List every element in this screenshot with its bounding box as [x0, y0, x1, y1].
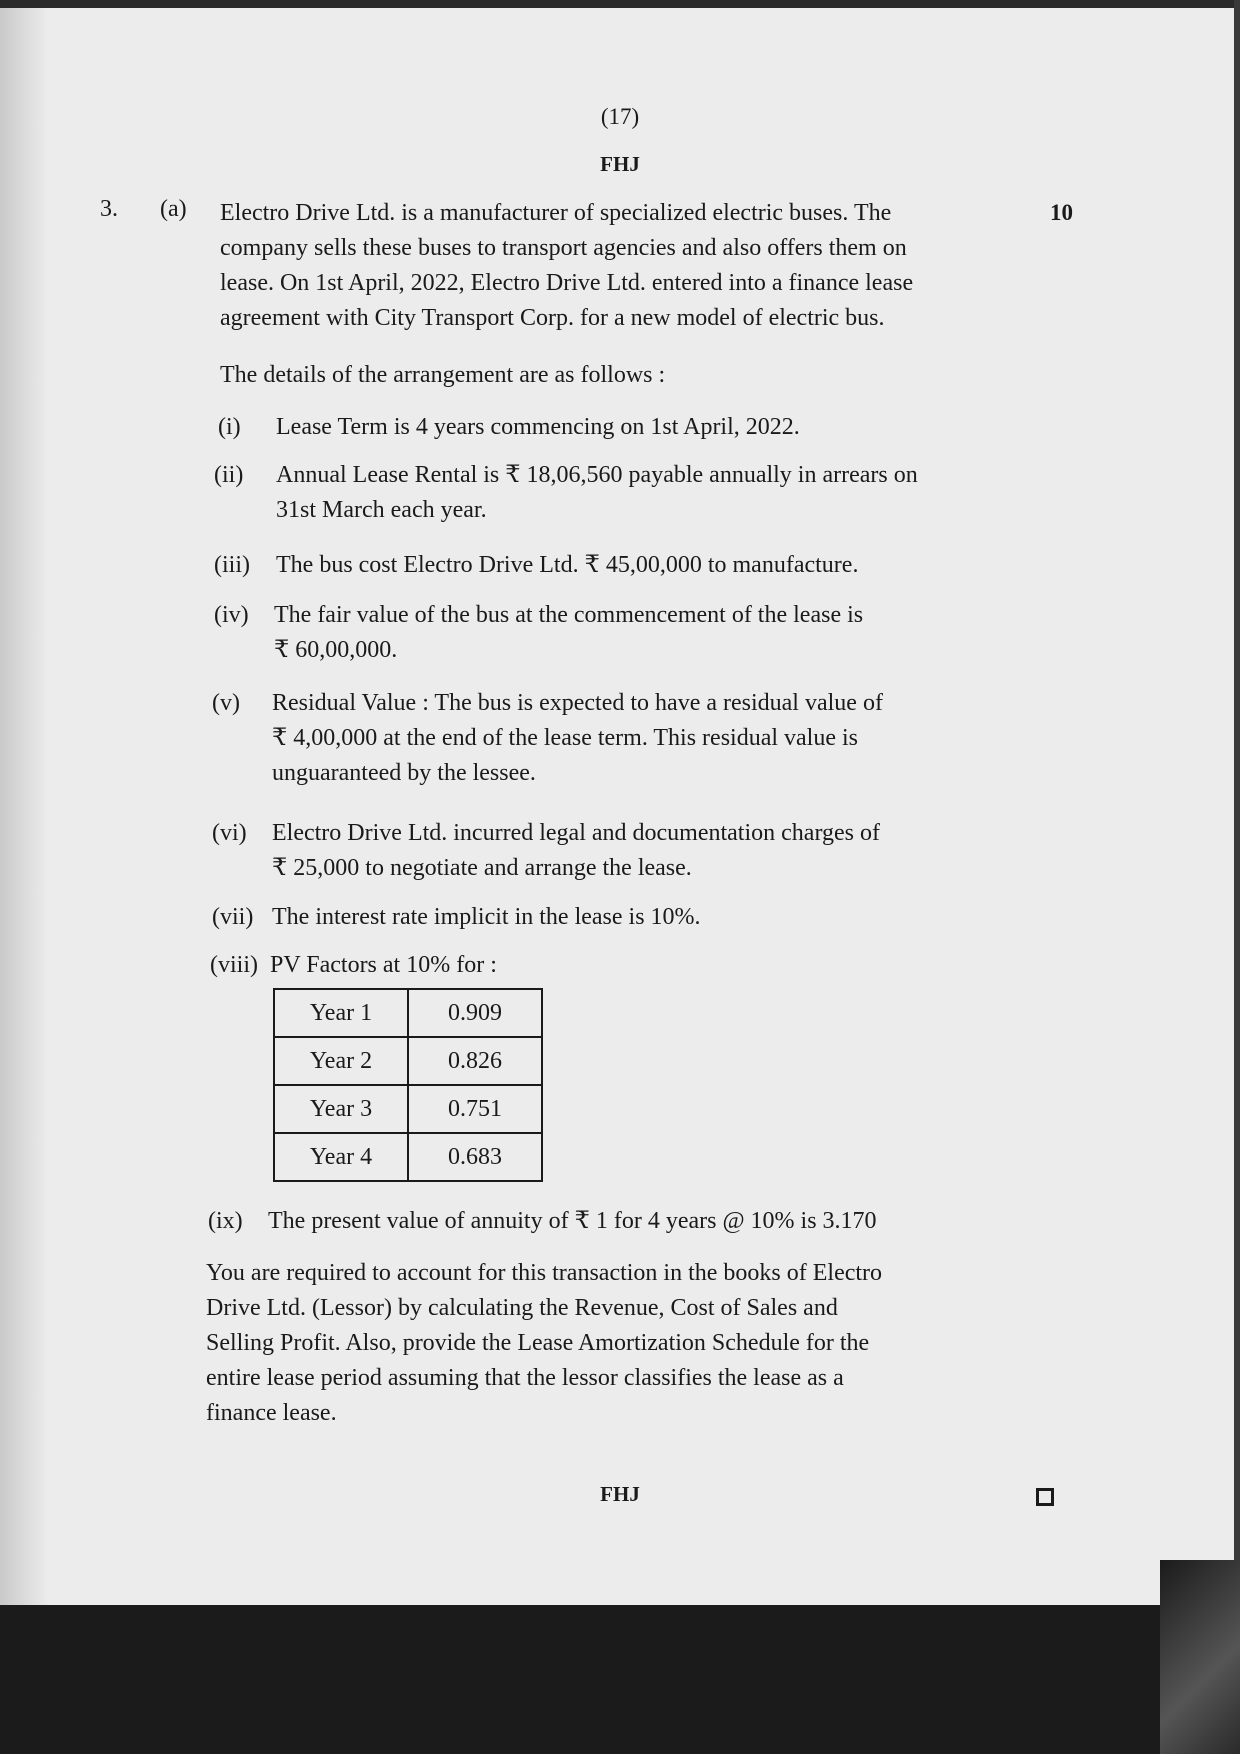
- pv-year-cell: Year 3: [274, 1085, 408, 1133]
- item-label: (iii): [214, 552, 250, 578]
- intro-line: lease. On 1st April, 2022, Electro Drive Ltd. entered into a finance lease: [220, 270, 914, 296]
- pv-year-cell: Year 1: [274, 989, 408, 1037]
- details-heading: The details of the arrangement are as follows :: [220, 362, 666, 388]
- item-label: (ix): [208, 1208, 243, 1234]
- requirement-line: Drive Ltd. (Lessor) by calculating the Revenue, Cost of Sales and: [206, 1295, 838, 1321]
- item-text: [272, 816, 1014, 886]
- requirement-line: entire lease period assuming that the lessor classifies the lease as a: [206, 1365, 844, 1391]
- table-row: [274, 989, 542, 1037]
- pv-year-cell: Year 2: [274, 1037, 408, 1085]
- item-text: [276, 410, 1018, 445]
- question-part: (a): [160, 196, 187, 222]
- intro-line: agreement with City Transport Corp. for a new model of electric bus.: [220, 305, 885, 331]
- item-line: ₹ 4,00,000 at the end of the lease term. This residual value is: [272, 725, 859, 751]
- item-line: 31st March each year.: [276, 497, 487, 523]
- item-text: [276, 548, 1018, 583]
- item-text: [272, 686, 1014, 791]
- page-binding-shadow: [0, 0, 48, 1605]
- item-line: unguaranteed by the lessee.: [272, 760, 536, 786]
- item-line: Annual Lease Rental is ₹ 18,06,560 payable annually in arrears on: [276, 462, 918, 488]
- item-label: (viii): [210, 952, 258, 978]
- item-line: The bus cost Electro Drive Ltd. ₹ 45,00,000 to manufacture.: [276, 552, 859, 578]
- page-top-edge: [0, 0, 1240, 8]
- requirement-line: You are required to account for this transaction in the books of Electro: [206, 1260, 883, 1286]
- pv-factor-table: [273, 988, 543, 1182]
- question-number: 3.: [100, 196, 118, 222]
- table-row: [274, 1133, 542, 1181]
- series-code-header: FHJ: [600, 152, 640, 176]
- pv-factor-cell: 0.826: [408, 1037, 542, 1085]
- table-row: [274, 1085, 542, 1133]
- item-label: (iv): [214, 602, 249, 628]
- pv-factor-cell: 0.909: [408, 989, 542, 1037]
- item-text: [270, 948, 1012, 983]
- item-label: (i): [218, 414, 241, 440]
- pv-factor-cell: 0.751: [408, 1085, 542, 1133]
- intro-line: Electro Drive Ltd. is a manufacturer of specialized electric buses. The: [220, 200, 892, 226]
- item-label: (ii): [214, 462, 244, 488]
- pv-factor-cell: 0.683: [408, 1133, 542, 1181]
- item-text: [272, 900, 1014, 935]
- requirement-line: finance lease.: [206, 1400, 337, 1426]
- intro-paragraph: [220, 196, 1018, 336]
- page-number: (17): [600, 104, 640, 129]
- series-code-footer: FHJ: [600, 1482, 640, 1506]
- item-line: Residual Value : The bus is expected to have a residual value of: [272, 690, 883, 716]
- requirement-paragraph: [206, 1256, 1006, 1431]
- intro-line: company sells these buses to transport agencies and also offers them on: [220, 235, 907, 261]
- page-right-edge: [1234, 0, 1240, 1605]
- item-line: PV Factors at 10% for :: [270, 952, 497, 978]
- table-row: [274, 1037, 542, 1085]
- item-label: (vii): [212, 904, 254, 930]
- item-line: ₹ 25,000 to negotiate and arrange the lease.: [272, 855, 692, 881]
- page-curl-shadow: [1160, 1560, 1240, 1754]
- item-label: (vi): [212, 820, 247, 846]
- item-line: The fair value of the bus at the commencement of the lease is: [274, 602, 864, 628]
- item-text: [276, 458, 1018, 528]
- item-label: (v): [212, 690, 240, 716]
- square-box-icon: [1036, 1488, 1054, 1506]
- item-line: ₹ 60,00,000.: [274, 637, 398, 663]
- item-text: [274, 598, 1014, 668]
- item-line: Lease Term is 4 years commencing on 1st April, 2022.: [276, 414, 800, 440]
- requirement-line: Selling Profit. Also, provide the Lease Amortization Schedule for the: [206, 1330, 870, 1356]
- item-line: The interest rate implicit in the lease is 10%.: [272, 904, 701, 930]
- question-marks: 10: [1050, 200, 1073, 225]
- item-line: Electro Drive Ltd. incurred legal and documentation charges of: [272, 820, 880, 846]
- item-text: The present value of annuity of ₹ 1 for 4 years @ 10% is 3.170: [268, 1208, 877, 1234]
- pv-year-cell: Year 4: [274, 1133, 408, 1181]
